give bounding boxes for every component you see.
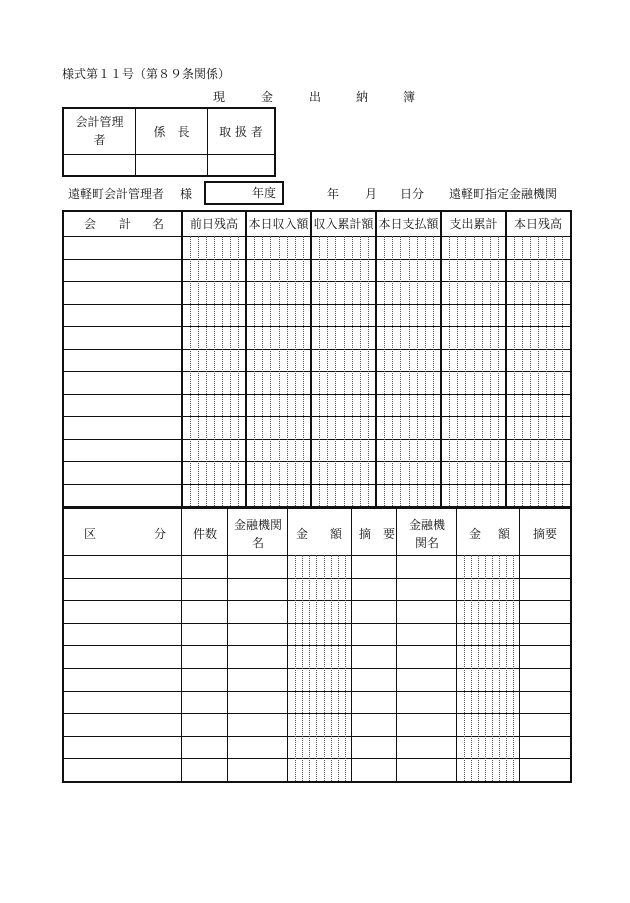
grid-dotted-line xyxy=(522,236,523,506)
amount-1-char: 額 xyxy=(330,527,343,541)
fiscal-year-box[interactable] xyxy=(204,181,284,205)
grid-line xyxy=(375,212,377,506)
table-cell[interactable] xyxy=(64,623,182,646)
account-header-char: 計 xyxy=(119,217,132,231)
grid-dotted-line xyxy=(238,236,239,506)
bank-label: 遠軽町指定金融機関 xyxy=(449,187,558,201)
table-cell[interactable] xyxy=(64,578,182,601)
grid-dotted-line xyxy=(345,555,346,781)
grid-dotted-line xyxy=(485,555,486,781)
grid-dotted-line xyxy=(554,236,555,506)
grid-dotted-line xyxy=(433,236,434,506)
grid-dotted-line xyxy=(214,236,215,506)
grid-dotted-line xyxy=(331,555,332,781)
col-header-receipts-total: 収入累計額 xyxy=(313,217,374,231)
title-char: 納 xyxy=(356,90,369,104)
grid-dotted-line xyxy=(360,236,361,506)
year-label: 年 xyxy=(327,187,340,201)
grid-dotted-line xyxy=(449,236,450,506)
grid-dotted-line xyxy=(344,236,345,506)
month-label: 月 xyxy=(365,187,378,201)
account-balance-table xyxy=(62,210,572,508)
table-cell[interactable] xyxy=(64,736,182,759)
grid-dotted-line xyxy=(490,236,491,506)
grid-dotted-line xyxy=(392,236,393,506)
fiscal-year-label: 年度 xyxy=(251,186,276,200)
division-grid xyxy=(64,509,570,781)
stamp-header-chief: 係 長 xyxy=(136,108,208,154)
table-cell[interactable] xyxy=(64,349,182,372)
table-cell[interactable] xyxy=(64,484,182,507)
grid-dotted-line xyxy=(546,236,547,506)
amount-2-char: 金 xyxy=(469,527,482,541)
grid-dotted-line xyxy=(498,236,499,506)
grid-dotted-line xyxy=(352,236,353,506)
grid-dotted-line xyxy=(222,236,223,506)
table-cell[interactable] xyxy=(64,668,182,691)
grid-dotted-line xyxy=(303,236,304,506)
col-header-summary-2: 摘要 xyxy=(532,527,557,541)
day-label: 日分 xyxy=(400,187,425,201)
grid-dotted-line xyxy=(316,555,317,781)
stamp-cell[interactable] xyxy=(63,154,136,176)
table-cell[interactable] xyxy=(64,439,182,462)
title-char: 金 xyxy=(261,90,274,104)
table-cell[interactable] xyxy=(64,713,182,736)
grid-dotted-line xyxy=(417,236,418,506)
account-header-char: 会 xyxy=(84,217,97,231)
grid-dotted-line xyxy=(530,236,531,506)
grid-dotted-line xyxy=(206,236,207,506)
summary-1-char: 要 xyxy=(383,527,396,541)
table-cell[interactable] xyxy=(64,259,182,282)
grid-dotted-line xyxy=(457,236,458,506)
col-header-payments-total: 支出累計 xyxy=(449,217,498,231)
col-header-today-payments: 本日支払額 xyxy=(378,217,439,231)
grid-dotted-line xyxy=(400,236,401,506)
table-cell[interactable] xyxy=(64,394,182,417)
account-grid xyxy=(64,212,570,506)
addressee-label: 遠軽町会計管理者 xyxy=(68,187,165,201)
stamp-header-accounting-manager: 会計管理者 xyxy=(63,108,136,154)
grid-line xyxy=(505,212,507,506)
grid-dotted-line xyxy=(471,555,472,781)
table-cell[interactable] xyxy=(64,371,182,394)
form-number: 様式第１１号（第８９条関係） xyxy=(62,67,231,81)
grid-dotted-line xyxy=(319,236,320,506)
table-cell[interactable] xyxy=(64,326,182,349)
grid-dotted-line xyxy=(538,236,539,506)
grid-dotted-line xyxy=(309,555,310,781)
title-char: 現 xyxy=(213,90,226,104)
grid-dotted-line xyxy=(499,555,500,781)
table-cell[interactable] xyxy=(64,461,182,484)
grid-dotted-line xyxy=(513,555,514,781)
grid-dotted-line xyxy=(338,555,339,781)
table-cell[interactable] xyxy=(64,645,182,668)
col-header-today-balance: 本日残高 xyxy=(513,217,562,231)
grid-dotted-line xyxy=(562,236,563,506)
table-cell[interactable] xyxy=(64,304,182,327)
division-table xyxy=(62,507,572,783)
col-header-bank-name-2: 金融機 関名 xyxy=(408,518,445,550)
grid-line xyxy=(351,509,352,781)
grid-line xyxy=(245,212,247,506)
approval-stamp-box xyxy=(62,107,276,177)
grid-dotted-line xyxy=(474,236,475,506)
grid-line xyxy=(310,212,312,506)
grid-dotted-line xyxy=(425,236,426,506)
grid-line xyxy=(440,212,442,506)
grid-dotted-line xyxy=(270,236,271,506)
grid-dotted-line xyxy=(464,555,465,781)
grid-dotted-line xyxy=(287,236,288,506)
honorific-label: 様 xyxy=(180,187,193,201)
col-header-today-receipts: 本日収入額 xyxy=(248,217,309,231)
stamp-header-handler: 取 扱 者 xyxy=(208,108,276,154)
grid-dotted-line xyxy=(465,236,466,506)
summary-1-char: 摘 xyxy=(359,527,372,541)
grid-dotted-line xyxy=(230,236,231,506)
grid-dotted-line xyxy=(324,555,325,781)
title-char: 出 xyxy=(309,90,322,104)
grid-line xyxy=(519,509,520,781)
grid-dotted-line xyxy=(302,555,303,781)
grid-dotted-line xyxy=(279,236,280,506)
amount-1-char: 金 xyxy=(296,527,309,541)
col-header-previous-balance: 前日残高 xyxy=(189,217,238,231)
grid-dotted-line xyxy=(190,236,191,506)
col-header-count: 件数 xyxy=(192,527,217,541)
stamp-cell[interactable] xyxy=(208,154,276,176)
table-cell[interactable] xyxy=(64,691,182,714)
title-char: 簿 xyxy=(403,90,416,104)
grid-dotted-line xyxy=(198,236,199,506)
amount-2-char: 額 xyxy=(498,527,511,541)
grid-dotted-line xyxy=(368,236,369,506)
division-header-char: 分 xyxy=(154,527,167,541)
grid-dotted-line xyxy=(506,555,507,781)
grid-dotted-line xyxy=(478,555,479,781)
grid-dotted-line xyxy=(492,555,493,781)
table-cell[interactable] xyxy=(64,758,182,781)
table-cell[interactable] xyxy=(64,416,182,439)
table-cell[interactable] xyxy=(64,600,182,623)
table-cell[interactable] xyxy=(64,236,182,259)
grid-dotted-line xyxy=(335,236,336,506)
col-header-bank-name-1: 金融機関 名 xyxy=(233,518,282,550)
grid-dotted-line xyxy=(295,236,296,506)
table-cell[interactable] xyxy=(64,281,182,304)
division-header-char: 区 xyxy=(84,527,97,541)
grid-dotted-line xyxy=(262,236,263,506)
stamp-cell[interactable] xyxy=(136,154,208,176)
grid-dotted-line xyxy=(327,236,328,506)
grid-dotted-line xyxy=(514,236,515,506)
grid-dotted-line xyxy=(409,236,410,506)
grid-dotted-line xyxy=(295,555,296,781)
grid-dotted-line xyxy=(384,236,385,506)
grid-dotted-line xyxy=(254,236,255,506)
table-cell[interactable] xyxy=(64,555,182,578)
grid-dotted-line xyxy=(482,236,483,506)
account-header-char: 名 xyxy=(152,217,165,231)
